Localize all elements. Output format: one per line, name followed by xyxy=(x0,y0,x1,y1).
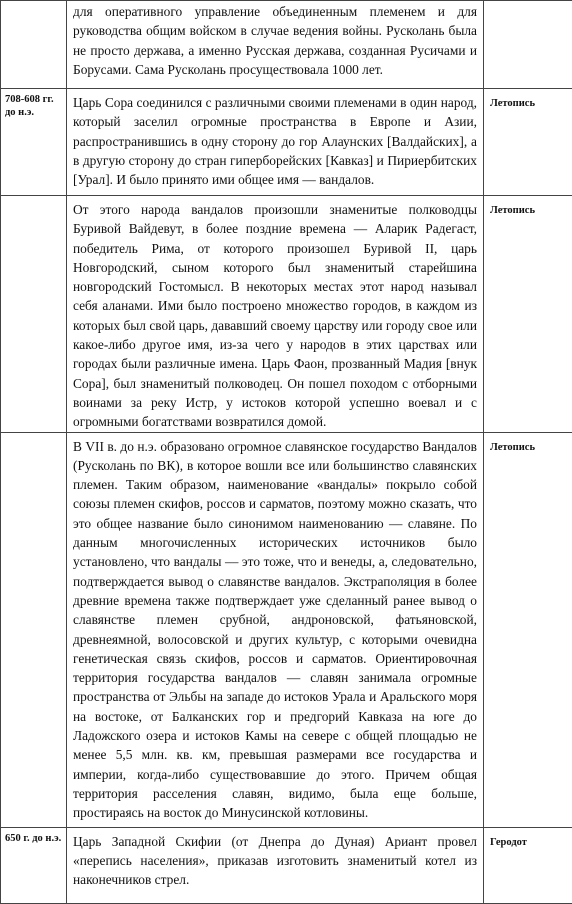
text-cell xyxy=(67,432,484,827)
table-row xyxy=(1,432,572,827)
date-cell: 708-608 гг. до н.э. xyxy=(1,89,67,196)
source-cell xyxy=(484,1,572,89)
source-cell: Летопись xyxy=(484,432,572,827)
event-text: Царь Западной Скифии (от Днепра до Дуная) Ариант провел «перепись населения», приказав изготовить знаменитый котел из наконечников стрел. xyxy=(73,832,477,890)
date-cell xyxy=(1,432,67,827)
source-cell: Летопись xyxy=(484,89,572,196)
source-cell: Геродот xyxy=(484,827,572,903)
table-row xyxy=(1,1,572,89)
text-cell xyxy=(67,89,484,196)
text-cell xyxy=(67,1,484,89)
table-row xyxy=(1,89,572,196)
text-cell xyxy=(67,196,484,433)
date-cell xyxy=(1,196,67,433)
text-cell xyxy=(67,827,484,903)
source-cell: Летопись xyxy=(484,196,572,433)
date-cell: 650 г. до н.э. xyxy=(1,827,67,903)
event-text: В VII в. до н.э. образовано огромное славянское государство Вандалов (Русколань по ВК), в которое вошли все или большинство славянских племен. Таким образом, наименование «вандалы» покрыло собой союзы племен скифов, россов и сарматов, поэтому можно сказать, что это общее название было синонимом наименованию — славяне. По данным многочисленных исторических источников было установлено, что вандалы — это тоже, что и венеды, а, следовательно, подтверждается вывод о славянстве вандалов. Экстраполяция в более древние времена также подтверждает уже сделанный ранее вывод о славянстве племен срубной, андроновской, фатьяновской, древнеямной, волосовской и других культур, с которыми очевидна генетическая связь скифов, россов и сарматов. Ориентировочная территория государства вандалов — славян занимала огромные пространства от Эльбы на западе до истоков Урала и Аральского моря на востоке, от Балканских гор и предгорий Кавказа на юге до Ладожского озера и истоков Камы на севере с общей площадью не менее 5,5 млн. кв. км, превышая размерами все государства и империи, когда-либо существовавшие до этого. Причем общая территория расселения славян, видимо, была еще больше, простираясь на восток до Минусинской котловины. xyxy=(73,437,477,823)
table-row xyxy=(1,827,572,903)
event-text: для оперативного управление объединенным племенем и для руководства общим войском в случае ведения войны. Русколань была не просто держава, а именно Русская держава, созданная Русичами и Борусами. Сама Русколань просуществовала 1000 лет. xyxy=(73,2,477,79)
table-row xyxy=(1,196,572,433)
event-text: От этого народа вандалов произошли знаменитые полководцы Буривой Вайдевут, в более поздние времена — Аларик Радегаст, победитель Рима, от которого произошел Буривой II, царь Новгородский, сыном которого был знаменитый старейшина новгородский Гостомысл. В некоторых местах этот народ называл себя аланами. Ими было построено множество городов, в каждом из которых был свой царь, дававший своему царству или городу свое или какое-либо другое имя, из-за чего у народов в этих царствах или городах были различные имена. Царь Фаон, прозванный Мадия [внук Сора], был знаменитый полководец. Он пошел походом с отборными воинами за реку Истр, у истоков которой успешно воевал и с огромными богатствами возвратился домой. xyxy=(73,200,477,432)
date-cell xyxy=(1,1,67,89)
event-text: Царь Сора соединился с различными своими племенами в один народ, который заселил огромные пространства в Европе и Азии, распространившись в одну сторону до гор Алаунских [Валдайских], а в другую сторону до стран гиперборейских [Кавказ] и Пириербитских [Урал]. И было принято ими общее имя — вандалов. xyxy=(73,93,477,189)
